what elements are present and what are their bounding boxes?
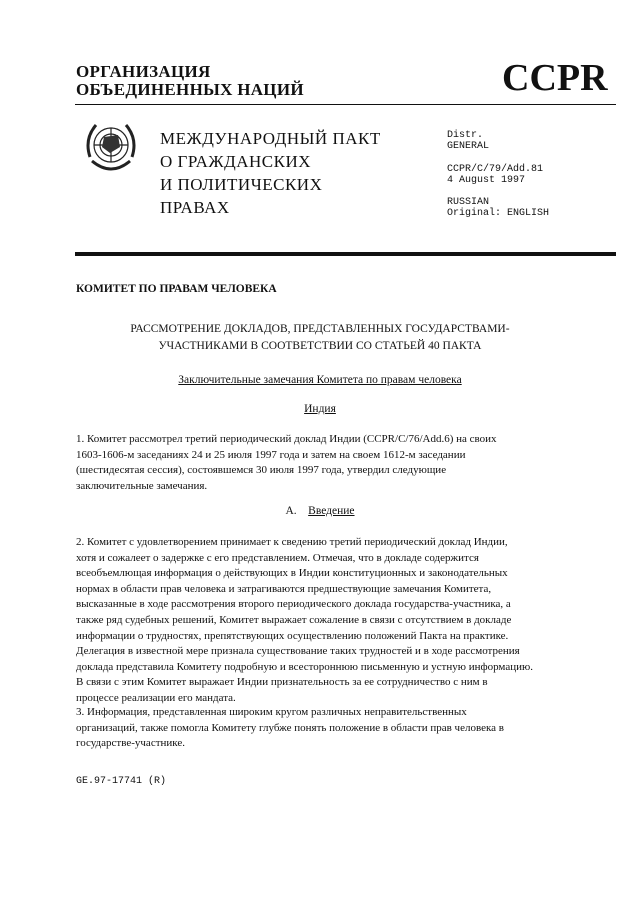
document-symbol-large: CCPR (502, 57, 608, 99)
text-line: 1603-1606-м заседаниях 24 и 25 июля 1997 года и затем на своем 1612-м заседании (76, 448, 466, 461)
doc-language: RUSSIAN (447, 197, 490, 208)
distr-value: GENERAL (447, 141, 490, 152)
thick-divider (75, 252, 616, 256)
text-line: заключительные замечания. (76, 479, 208, 492)
country-heading: Индия (304, 403, 336, 415)
section-letter: A. (285, 505, 297, 517)
covenant-title-line: О ГРАЖДАНСКИХ (160, 152, 312, 171)
text-line: доклада представила Комитету подробную и всестороннюю письменную и устную информацию. (76, 660, 533, 673)
main-heading-line: УЧАСТНИКАМИ В СООТВЕТСТВИИ СО СТАТЬЕЙ 40 ПАКТА (158, 340, 482, 352)
text-line: В связи с этим Комитет выражает Индии признательность за ее сотрудничество с ним в (76, 676, 488, 689)
doc-date: 4 August 1997 (447, 175, 526, 186)
subheading: Заключительные замечания Комитета по правам человека (178, 374, 462, 386)
original-language: Original: ENGLISH (447, 208, 550, 219)
committee-name: КОМИТЕТ ПО ПРАВАМ ЧЕЛОВЕКА (76, 283, 277, 295)
doc-symbol: CCPR/C/79/Add.81 (447, 164, 544, 175)
distr-label: Distr. (447, 130, 484, 141)
text-line: Делегация в известной мере признала существование таких трудностей и в ходе рассмотрения (76, 645, 520, 658)
text-line: процессе реализации его мандата. (76, 691, 236, 704)
text-line: хотя и сожалеет о задержке с его представлением. Отмечая, что в докладе содержится (76, 551, 479, 564)
section-title: Введение (308, 505, 355, 517)
text-line: 1. Комитет рассмотрел третий периодический доклад Индии (CCPR/C/76/Add.6) на своих (76, 433, 497, 445)
main-heading-line: РАССМОТРЕНИЕ ДОКЛАДОВ, ПРЕДСТАВЛЕННЫХ ГОСУДАРСТВАМИ- (130, 323, 510, 335)
text-line: (шестидесятая сессия), состоявшемся 30 июля 1997 года, утвердил следующие (76, 464, 447, 477)
covenant-title-line: ПРАВАХ (160, 198, 230, 217)
text-line: нормах в области прав человека и затрагиваются предшествующие замечания Комитета, (76, 582, 492, 595)
text-line: 3. Информация, представленная широким кругом различных неправительственных (76, 706, 467, 718)
org-name-line1: ОРГАНИЗАЦИЯ (76, 62, 211, 81)
paragraph-2 (76, 535, 533, 707)
covenant-title-line: И ПОЛИТИЧЕСКИХ (160, 175, 323, 194)
text-line: также ряд судебных решений, Комитет выражает сожаление в связи с отсутствием в докладе (76, 613, 512, 626)
paragraph-1 (76, 432, 497, 494)
org-name-line2: ОБЪЕДИНЕННЫХ НАЦИЙ (76, 80, 304, 99)
paragraph-3 (76, 705, 504, 752)
text-line: всеобъемлющая информация о действующих в Индии конституционных и законодательных (76, 567, 508, 580)
footer-job-number: GE.97-17741 (R) (76, 776, 167, 787)
text-line: 2. Комитет с удовлетворением принимает к сведению третий периодический доклад Индии, (76, 536, 508, 548)
un-emblem-icon (80, 117, 142, 179)
header-divider (75, 104, 616, 105)
covenant-title-line: МЕЖДУНАРОДНЫЙ ПАКТ (160, 129, 381, 148)
text-line: организаций, также помогла Комитету глубже понять положение в области прав человека в (76, 721, 504, 734)
text-line: информации о трудностях, препятствующих осуществлению положений Пакта на практике. (76, 629, 509, 642)
text-line: высказанные в ходе рассмотрения второго периодического доклада государства-участника, а (76, 598, 511, 611)
section-a-heading (0, 505, 640, 517)
text-line: государстве-участнике. (76, 737, 185, 750)
